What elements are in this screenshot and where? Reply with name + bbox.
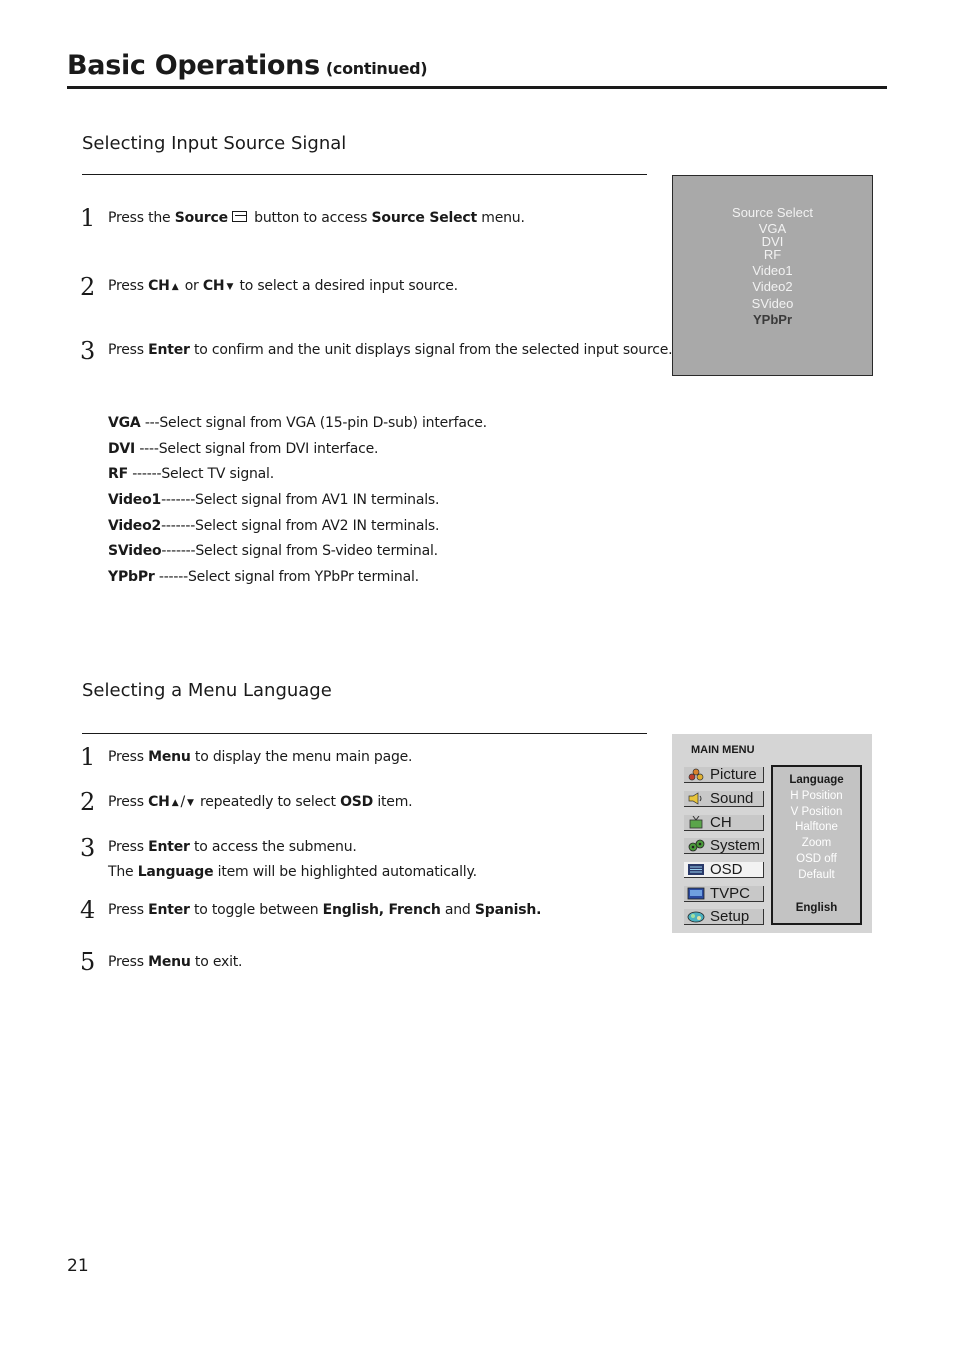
step-text: Press Enter to access the submenu. [108, 839, 357, 855]
step-text: Press the Source button to access Source Select menu. [108, 210, 525, 226]
step-text: Press Enter to toggle between English, French and Spanish. [108, 902, 542, 918]
source-select-title: Source Select [732, 205, 813, 220]
definition-item: Video2-------Select signal from AV2 IN terminals. [108, 518, 440, 534]
source-input-icon [232, 211, 247, 222]
submenu-item-halftone[interactable]: Halftone [795, 821, 838, 833]
menu-item-tvpc[interactable]: TVPC [684, 886, 764, 902]
menu-item-system[interactable]: System [684, 838, 764, 854]
source-option-dvi[interactable]: DVI [761, 234, 784, 249]
step-text: Press Menu to display the menu main page. [108, 749, 413, 765]
header-title: Basic Operations [67, 50, 320, 81]
step-number: 1 [80, 204, 96, 232]
up-arrow-icon: ▲ [171, 798, 179, 808]
section-rule [82, 174, 647, 175]
definition-item: RF ------Select TV signal. [108, 466, 274, 482]
section-rule [82, 733, 647, 734]
language-value: English [795, 902, 838, 914]
step-text: Press Enter to confirm and the unit displays signal from the selected input source. [108, 342, 673, 358]
definition-item: VGA ---Select signal from VGA (15-pin D-sub) interface. [108, 415, 487, 431]
submenu-item-h-position[interactable]: H Position [790, 790, 843, 802]
step-number: 1 [80, 743, 96, 771]
main-menu-title: MAIN MENU [691, 744, 755, 756]
submenu-item-zoom[interactable]: Zoom [801, 837, 832, 849]
menu-item-sound[interactable]: Sound [684, 791, 764, 807]
source-select-osd [672, 175, 873, 376]
menu-item-osd[interactable]: OSD [684, 862, 764, 878]
page-header [67, 50, 427, 81]
source-option-video2[interactable]: Video2 [752, 279, 793, 294]
step-number: 3 [80, 834, 96, 862]
osd-submenu [771, 765, 862, 925]
step-text: Press CH ▲ or CH ▼ to select a desired input source. [108, 276, 458, 297]
definition-item: YPbPr ------Select signal from YPbPr terminal. [108, 569, 419, 585]
header-rule [67, 86, 887, 89]
page-number: 21 [67, 1256, 89, 1276]
source-option-rf[interactable]: RF [763, 247, 782, 262]
section-title-menu-language: Selecting a Menu Language [82, 680, 332, 701]
setup-icon [687, 910, 705, 923]
submenu-item-v-position[interactable]: V Position [790, 806, 843, 818]
step-number: 2 [80, 273, 96, 301]
up-arrow-icon: ▲ [171, 282, 179, 292]
main-menu-osd [672, 734, 872, 933]
step-number: 4 [80, 896, 96, 924]
submenu-item-osd-off[interactable]: OSD off [796, 853, 837, 865]
submenu-item-default[interactable]: Default [798, 869, 835, 881]
step-number: 5 [80, 948, 96, 976]
section-title-input-source: Selecting Input Source Signal [82, 133, 347, 154]
source-option-ypbpr[interactable]: YPbPr [752, 312, 792, 327]
step-text: Press Menu to exit. [108, 954, 243, 970]
source-option-svideo[interactable]: SVideo [751, 296, 794, 311]
step-number: 2 [80, 788, 96, 816]
down-arrow-icon: ▼ [186, 798, 194, 808]
menu-item-picture[interactable]: Picture [684, 767, 764, 783]
source-option-video1[interactable]: Video1 [752, 263, 793, 278]
menu-item-setup[interactable]: Setup [684, 909, 764, 925]
step-text: Press CH ▲ / ▼ repeatedly to select OSD item. [108, 792, 412, 813]
menu-item-ch[interactable]: CH [684, 815, 764, 831]
submenu-item-language[interactable]: Language [789, 774, 844, 786]
osd-icon [687, 863, 705, 876]
definition-item: SVideo-------Select signal from S-video terminal. [108, 543, 438, 559]
tv-icon [687, 816, 705, 829]
definition-item: Video1-------Select signal from AV1 IN terminals. [108, 492, 440, 508]
source-option-vga[interactable]: VGA [758, 221, 787, 236]
down-arrow-icon: ▼ [226, 282, 234, 292]
definition-item: DVI ----Select signal from DVI interface. [108, 441, 379, 457]
picture-icon [687, 768, 705, 781]
step-number: 3 [80, 337, 96, 365]
system-icon [687, 839, 705, 852]
tvpc-icon [687, 887, 705, 900]
step-text: The Language item will be highlighted automatically. [108, 864, 477, 880]
header-continued: (continued) [325, 59, 428, 78]
sound-icon [687, 792, 705, 805]
